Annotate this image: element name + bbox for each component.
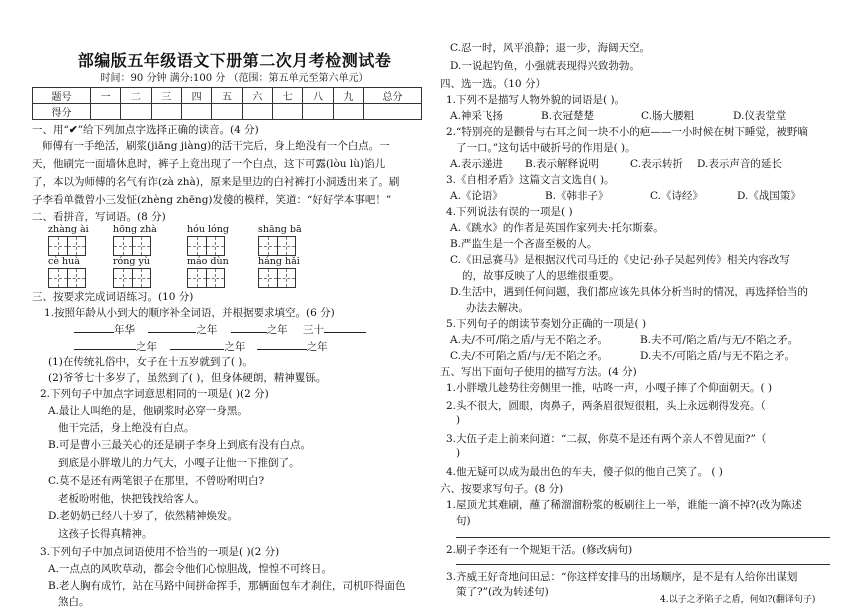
writing-grid[interactable]	[258, 236, 296, 256]
option: A.《论语》	[450, 190, 503, 202]
question: 4.下列说法有误的一项是( )	[446, 206, 573, 218]
score-cell: 九	[333, 88, 363, 104]
option: D.仪表堂堂	[733, 110, 787, 122]
blank[interactable]	[148, 321, 196, 333]
check-icon: ✔	[68, 124, 78, 136]
score-blank[interactable]	[212, 104, 242, 120]
score-cell: 七	[272, 88, 302, 104]
option: B.表示解释说明	[525, 158, 600, 170]
option: B.严监生是一个吝啬至极的人。	[450, 238, 598, 250]
passage-line: 了，本以为师傅的名气有诈(zà zhà)，原来是里边的白衬裤打小洞透出来了。刷	[32, 176, 400, 188]
pinyin-label: cè huà	[48, 256, 80, 267]
question: (2)爷爷七十多岁了，虽然到了( )，但身体硬朗，精神矍铄。	[48, 372, 327, 384]
blank[interactable]	[74, 338, 136, 350]
option: 老板吩咐他，快把钱找给客人。	[58, 493, 205, 505]
option: B.衣冠楚楚	[541, 110, 595, 122]
pinyin-label: hóu lóng	[187, 224, 229, 235]
question: 了一口。”这句话中破折号的作用是( )。	[456, 142, 636, 154]
question: (1)在传统礼俗中，女子在十五岁就到了( )。	[48, 356, 253, 368]
writing-grid[interactable]	[48, 268, 86, 288]
answer-paren[interactable]: )	[456, 414, 461, 426]
question: 2.头不很大，圆眼，肉鼻子，两条眉很短很粗，头上永远剃得发亮。（	[446, 400, 766, 412]
answer-line[interactable]	[456, 564, 830, 565]
score-blank[interactable]	[151, 104, 181, 120]
question: 1.小胖墩儿趁势往旁侧里一推，咕咚一声，小嘎子摔了个仰面朝天。( )	[446, 382, 773, 394]
pinyin-label: hōng zhà	[113, 224, 157, 235]
blank[interactable]	[324, 321, 366, 333]
score-cell: 二	[121, 88, 151, 104]
section-2-title: 二、看拼音，写词语。(8 分)	[32, 211, 166, 223]
score-blank[interactable]	[90, 104, 120, 120]
option: D.老奶奶已经八十岁了，依然精神焕发。	[48, 510, 238, 522]
option: C.《田忌赛马》是根据汉代司马迁的《史记·孙子吴起列传》相关内容改写	[450, 254, 790, 266]
option: B.夫不可/陷之盾/与无/不陷之矛。	[640, 334, 799, 346]
question: 2.“特别亮的是颧骨与右耳之间一块不小的疤——一小时候在树下睡觉，被野嘀	[446, 126, 808, 138]
option: C.肠大腰粗	[641, 110, 694, 122]
question: 4.以子之矛陷子之盾，何如?(翻译句子)	[660, 595, 816, 605]
answer-paren[interactable]: )	[456, 447, 461, 459]
blank[interactable]	[257, 338, 307, 350]
writing-grid[interactable]	[48, 236, 86, 256]
option: D.《战国策》	[737, 190, 801, 202]
fill-row: 之年 之年 之年	[74, 338, 328, 354]
score-cell: 题号	[33, 88, 91, 104]
question: 2.刷子李还有一个规矩干活。(修改病句)	[446, 544, 633, 556]
option: A.表示递进	[450, 158, 503, 170]
passage-line: 子李看单微曾小三发怔(zhèng zhēng)发傻的模样，笑道：“好好学本事吧！”	[32, 194, 392, 206]
option: C.《诗经》	[650, 190, 703, 202]
question: 2.下列句子中加点字词意思相同的一项是( )(2 分)	[40, 388, 269, 400]
option: D.一说起钓鱼，小强就表现得兴致勃勃。	[450, 60, 640, 72]
score-blank[interactable]	[303, 104, 333, 120]
blank[interactable]	[170, 338, 224, 350]
option: A.最让人叫绝的是，他刷浆时必穿一身黑。	[48, 405, 248, 417]
score-table	[32, 87, 422, 120]
option: 办法去解决。	[466, 302, 529, 314]
option: C.夫/不可陷之盾/与/无不陷之矛。	[450, 350, 609, 362]
question: 策了?”(改为转述句)	[456, 586, 549, 598]
score-blank[interactable]	[242, 104, 272, 120]
question: 句)	[456, 515, 471, 527]
question: 4.他无疑可以成为最出色的车夫，傻子似的他自己笑了。 ( )	[446, 466, 723, 478]
question: 1.屋顶尤其难刷，蘸了稀溜溜粉浆的板刷往上一举，谁能一滴不掉?(改为陈述	[446, 499, 802, 511]
option: D.生活中，遇到任何问题，我们都应该先具体分析当时的情况，再选择恰当的	[450, 286, 808, 298]
passage-line: 天，他刷完一面墙休息时，裤子上竟出现了一个白点，这下可露(lòu lù)馅儿	[32, 158, 386, 170]
answer-line[interactable]	[456, 537, 830, 538]
exam-title: 部编版五年级语文下册第二次月考检测试卷	[77, 51, 392, 70]
option: 的，故事反映了人的思维很重要。	[462, 270, 620, 282]
option: B.可是曹小三最关心的还是刷子李身上到底有没有白点。	[48, 439, 312, 451]
option: C.表示转折	[630, 158, 683, 170]
option: A.《跳水》的作者是英国作家列夫·托尔斯泰。	[450, 222, 664, 234]
option: D.表示声音的延长	[697, 158, 782, 170]
writing-grid[interactable]	[187, 236, 225, 256]
option: A.夫/不可/陷之盾/与无不陷之矛。	[450, 334, 609, 346]
question: 1.下列不是描写人物外貌的词语是( )。	[446, 94, 626, 106]
score-blank[interactable]	[333, 104, 363, 120]
section-4-title: 四、选一选。（10 分）	[440, 78, 546, 90]
score-blank[interactable]	[272, 104, 302, 120]
score-cell: 八	[303, 88, 333, 104]
section-6-title: 六、按要求写句子。(8 分)	[440, 483, 564, 495]
option: 这孩子长得真精神。	[58, 528, 153, 540]
question: 3.《自相矛盾》这篇文言文选自( )。	[446, 174, 615, 186]
score-cell: 总分	[364, 88, 422, 104]
option: 到底是小胖墩儿的力气大，小嘎子让他一下推倒了。	[58, 457, 300, 469]
exam-subtitle: 时间：90 分钟 满分:100 分 （范围：第五单元至第六单元）	[100, 73, 369, 84]
fill-row: 年华 之年 之年 三十	[74, 321, 366, 337]
option: D.夫不/可陷之盾/与无不陷之矛。	[640, 350, 795, 362]
score-blank[interactable]	[121, 104, 151, 120]
question: 3.齐威王好奇地问田忌：“你这样安排马的出场顺序，是不是有人给你出谋划	[446, 571, 798, 583]
score-table-score-row	[33, 104, 422, 120]
score-cell: 六	[242, 88, 272, 104]
option: C.莫不是还有两笔银子在那里，不曾吩咐明白?	[48, 475, 265, 487]
pinyin-label: háng hǎi	[258, 256, 300, 267]
score-cell: 四	[181, 88, 211, 104]
passage-line: 师傅有一手绝活，刷浆(jiāng jiàng)的活干完后，身上绝没有一个白点。一	[42, 140, 390, 152]
option: 他干完活，身上绝没有白点。	[58, 422, 195, 434]
pinyin-label: shāng bā	[258, 224, 302, 235]
blank[interactable]	[74, 321, 114, 333]
score-blank[interactable]	[181, 104, 211, 120]
score-label: 得分	[33, 104, 91, 120]
option: B.《韩非子》	[545, 190, 609, 202]
question: 3.下列句子中加点词语使用不恰当的一项是( )(2 分)	[40, 546, 280, 558]
question: 1.按照年龄从小到大的顺序补全词语，并根据要求填空。(6 分)	[44, 307, 335, 319]
score-cell: 三	[151, 88, 181, 104]
pinyin-label: máo dùn	[187, 256, 229, 267]
question: 3.大伍子走上前来问道：“二叔，你莫不是还有两个亲人不曾见面?”（	[446, 433, 767, 445]
pinyin-label: róng yù	[113, 256, 150, 267]
option: C.忍一时，风平浪静；退一步，海阔天空。	[450, 42, 650, 54]
option: A.一点点的风吹草动，都会令他们心惊胆战，惶惶不可终日。	[48, 563, 332, 575]
section-1-title: 一、用“✔”给下列加点字选择正确的读音。(4 分)	[32, 124, 259, 136]
question: 5.下列句子的朗读节奏划分正确的一项是( )	[446, 318, 647, 330]
score-cell: 一	[90, 88, 120, 104]
pinyin-label: zhàng ài	[48, 224, 89, 235]
option: B.老人胸有成竹，站在马路中间拼命挥手，那辆面包车才刹住，司机吓得面色	[48, 580, 406, 592]
writing-grid[interactable]	[113, 236, 151, 256]
option: 煞白。	[58, 596, 90, 608]
writing-grid[interactable]	[187, 268, 225, 288]
writing-grid[interactable]	[113, 268, 151, 288]
score-table-header-row	[33, 88, 422, 104]
section-3-title: 三、按要求完成词语练习。(10 分)	[32, 291, 194, 303]
blank[interactable]	[231, 321, 267, 333]
section-5-title: 五、写出下面句子使用的描写方法。(4 分)	[440, 366, 637, 378]
score-blank[interactable]	[364, 104, 422, 120]
score-cell: 五	[212, 88, 242, 104]
writing-grid[interactable]	[258, 268, 296, 288]
option: A.神采飞扬	[450, 110, 503, 122]
